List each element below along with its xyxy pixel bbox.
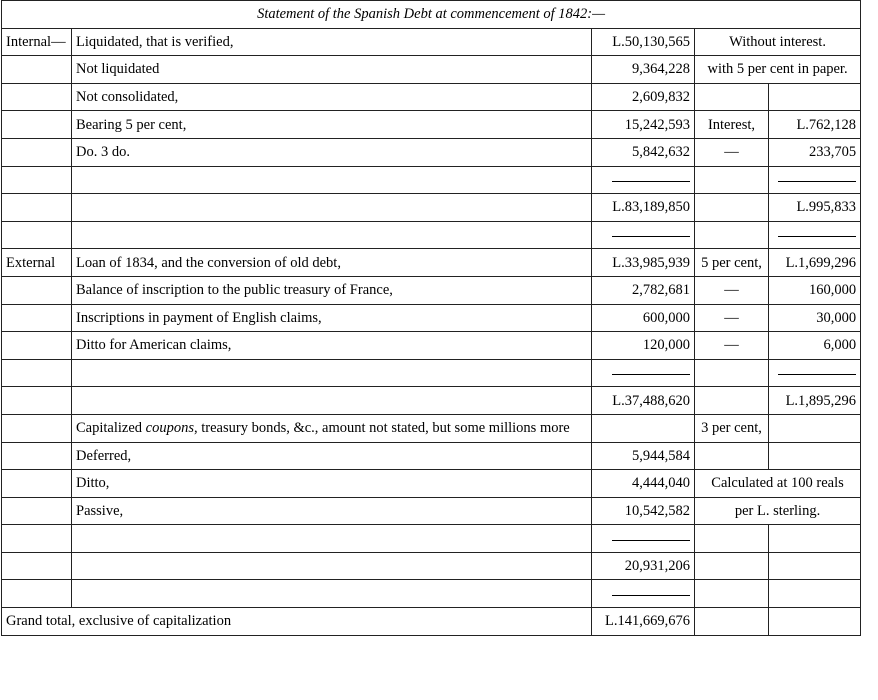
empty-cell: [72, 166, 592, 194]
row-description: Ditto for American claims,: [72, 332, 592, 360]
row-description: Inscriptions in payment of English claims,: [72, 304, 592, 332]
row-rate: 5 per cent,: [695, 249, 769, 277]
row-description: Not liquidated: [72, 56, 592, 84]
empty-cell: [2, 470, 72, 498]
table-row: [2, 249, 861, 277]
row-amount: 600,000: [592, 304, 695, 332]
rule-row: [2, 166, 861, 194]
row-amount: L.33,985,939: [592, 249, 695, 277]
table-row: [2, 56, 861, 84]
empty-cell: [2, 221, 72, 249]
row-description: Balance of inscription to the public treasury of France,: [72, 276, 592, 304]
empty-cell: [72, 221, 592, 249]
table-row: [2, 138, 861, 166]
sum-rule: [592, 166, 695, 194]
empty-cell: [2, 442, 72, 470]
empty-cell: [2, 83, 72, 111]
empty-cell: [769, 442, 861, 470]
empty-cell: [769, 525, 861, 553]
empty-cell: [2, 580, 72, 608]
empty-cell: [72, 525, 592, 553]
empty-cell: [2, 387, 72, 415]
empty-cell: [592, 414, 695, 442]
row-description: Deferred,: [72, 442, 592, 470]
row-amount: 10,542,582: [592, 497, 695, 525]
subtotal-interest: L.995,833: [769, 194, 861, 222]
subtotal-row-external: [2, 387, 861, 415]
row-rate: —: [695, 138, 769, 166]
desc-italic: coupons: [145, 420, 194, 437]
table-title: Statement of the Spanish Debt at commencement of 1842:—: [2, 1, 861, 29]
row-interest: 30,000: [769, 304, 861, 332]
divider: [612, 540, 690, 541]
rule-row: [2, 580, 861, 608]
empty-cell: [695, 525, 769, 553]
desc-text: Capitalized: [76, 420, 146, 437]
grand-total-row: [2, 608, 861, 636]
empty-cell: [72, 359, 592, 387]
row-description: Ditto,: [72, 470, 592, 498]
empty-cell: [2, 276, 72, 304]
table-row: [2, 332, 861, 360]
table-row: [2, 470, 861, 498]
divider: [612, 181, 690, 182]
empty-cell: [2, 166, 72, 194]
empty-cell: [695, 194, 769, 222]
row-description: Passive,: [72, 497, 592, 525]
empty-cell: [72, 580, 592, 608]
empty-cell: [2, 138, 72, 166]
empty-cell: [695, 166, 769, 194]
row-interest: 233,705: [769, 138, 861, 166]
empty-cell: [2, 552, 72, 580]
empty-cell: [769, 580, 861, 608]
subtotal-amount: L.37,488,620: [592, 387, 695, 415]
subtotal-row-other: [2, 552, 861, 580]
divider: [612, 236, 690, 237]
title-row: [2, 1, 861, 29]
sum-rule: [592, 525, 695, 553]
section-label-internal: Internal—: [2, 28, 72, 56]
row-amount: 2,782,681: [592, 276, 695, 304]
table-row-capitalized: [2, 414, 861, 442]
empty-cell: [769, 414, 861, 442]
empty-cell: [695, 442, 769, 470]
subtotal-amount: L.83,189,850: [592, 194, 695, 222]
table-row: [2, 276, 861, 304]
empty-cell: [2, 332, 72, 360]
sum-rule: [769, 359, 861, 387]
divider: [612, 374, 690, 375]
empty-cell: [2, 525, 72, 553]
table-row: [2, 497, 861, 525]
empty-cell: [695, 387, 769, 415]
row-interest: 6,000: [769, 332, 861, 360]
empty-cell: [695, 221, 769, 249]
divider: [612, 595, 690, 596]
sum-rule: [769, 166, 861, 194]
sum-rule: [592, 221, 695, 249]
empty-cell: [695, 608, 769, 636]
row-rate: —: [695, 332, 769, 360]
empty-cell: [2, 56, 72, 84]
row-description: Liquidated, that is verified,: [72, 28, 592, 56]
grand-total-label: Grand total, exclusive of capitalization: [2, 608, 592, 636]
table-row: [2, 304, 861, 332]
row-amount: 4,444,040: [592, 470, 695, 498]
subtotal-amount: 20,931,206: [592, 552, 695, 580]
row-note: Calculated at 100 reals: [695, 470, 861, 498]
row-description: Bearing 5 per cent,: [72, 111, 592, 139]
row-amount: 9,364,228: [592, 56, 695, 84]
row-rate: 3 per cent,: [695, 414, 769, 442]
row-interest: 160,000: [769, 276, 861, 304]
empty-cell: [72, 194, 592, 222]
row-note: Without interest.: [695, 28, 861, 56]
empty-cell: [2, 194, 72, 222]
rule-row: [2, 221, 861, 249]
empty-cell: [2, 497, 72, 525]
table-row: [2, 442, 861, 470]
empty-cell: [695, 552, 769, 580]
row-interest: L.1,699,296: [769, 249, 861, 277]
table-row: [2, 111, 861, 139]
empty-cell: [769, 83, 861, 111]
row-amount: 5,842,632: [592, 138, 695, 166]
empty-cell: [72, 552, 592, 580]
sum-rule: [592, 580, 695, 608]
divider: [778, 236, 856, 237]
row-amount: 120,000: [592, 332, 695, 360]
desc-text: , treasury bonds, &c., amount not stated, but some millions more: [194, 420, 570, 437]
row-amount: 5,944,584: [592, 442, 695, 470]
divider: [778, 374, 856, 375]
subtotal-row-internal: [2, 194, 861, 222]
row-amount: L.50,130,565: [592, 28, 695, 56]
divider: [778, 181, 856, 182]
row-note: per L. sterling.: [695, 497, 861, 525]
section-label-external: External: [2, 249, 72, 277]
subtotal-interest: L.1,895,296: [769, 387, 861, 415]
rule-row: [2, 525, 861, 553]
empty-cell: [769, 608, 861, 636]
table-row: [2, 28, 861, 56]
empty-cell: [2, 359, 72, 387]
row-rate: Interest,: [695, 111, 769, 139]
row-description: Not consolidated,: [72, 83, 592, 111]
row-amount: 15,242,593: [592, 111, 695, 139]
row-description: Loan of 1834, and the conversion of old debt,: [72, 249, 592, 277]
row-note: with 5 per cent in paper.: [695, 56, 861, 84]
sum-rule: [769, 221, 861, 249]
empty-cell: [695, 83, 769, 111]
empty-cell: [72, 387, 592, 415]
grand-total-amount: L.141,669,676: [592, 608, 695, 636]
row-rate: —: [695, 276, 769, 304]
spanish-debt-table: [1, 0, 861, 636]
table-row: [2, 83, 861, 111]
row-description: [72, 414, 592, 442]
row-interest: L.762,128: [769, 111, 861, 139]
row-rate: —: [695, 304, 769, 332]
rule-row: [2, 359, 861, 387]
empty-cell: [695, 580, 769, 608]
row-amount: 2,609,832: [592, 83, 695, 111]
empty-cell: [769, 552, 861, 580]
empty-cell: [695, 359, 769, 387]
row-description: Do. 3 do.: [72, 138, 592, 166]
sum-rule: [592, 359, 695, 387]
empty-cell: [2, 304, 72, 332]
empty-cell: [2, 414, 72, 442]
empty-cell: [2, 111, 72, 139]
